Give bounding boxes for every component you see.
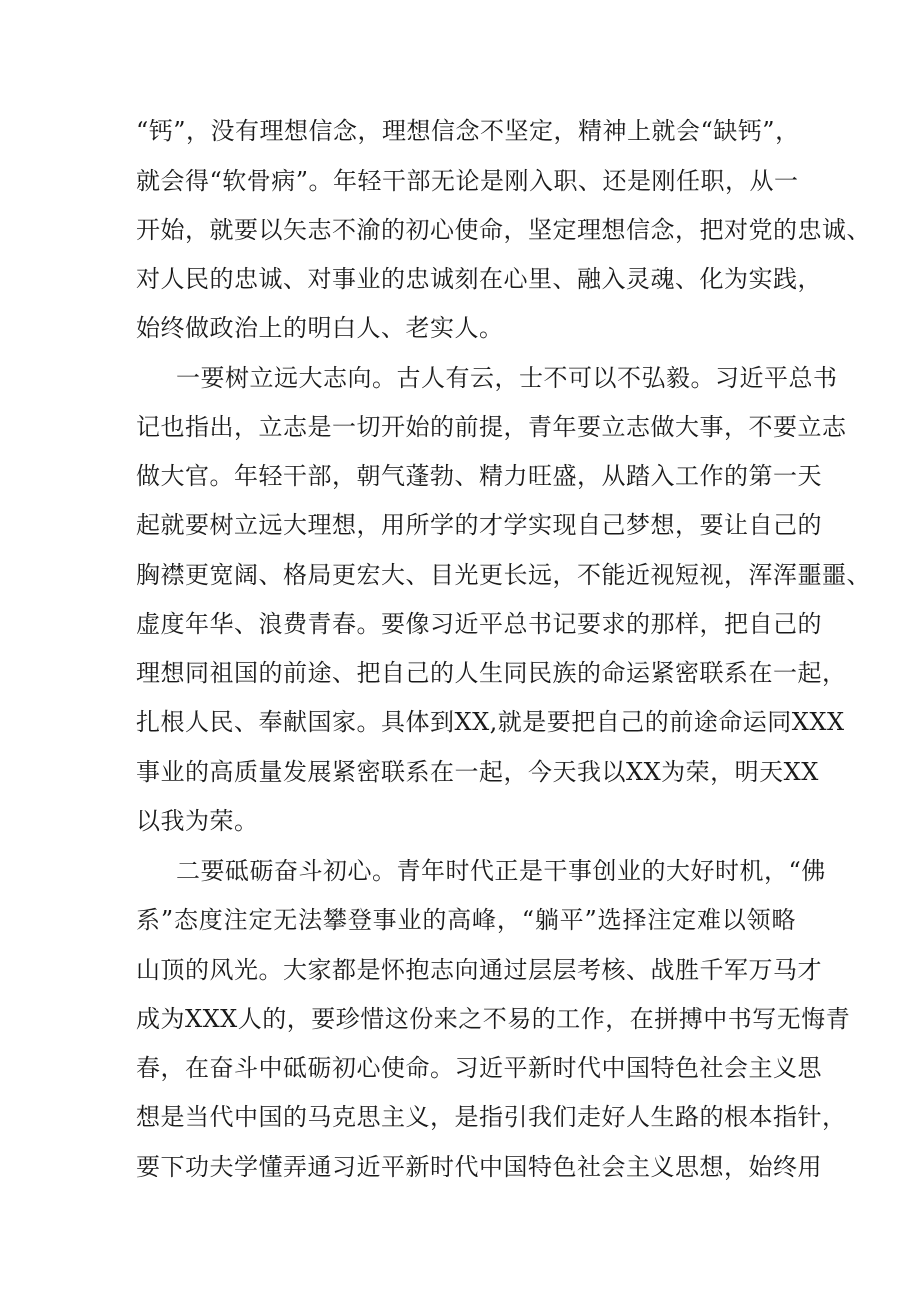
paragraph-2-line-9: 事业的高质量发展紧密联系在一起，今天我以XX为荣，明天XX — [136, 758, 819, 786]
paragraph-1-line-2: 就会得“软骨病”。年轻干部无论是刚入职、还是刚任职，从一 — [136, 167, 799, 195]
paragraph-1-line-3: 开始，就要以矢志不渝的初心使命，坚定理想信念，把对党的忠诚、 — [136, 216, 871, 244]
paragraph-1-line-4: 对人民的忠诚、对事业的忠诚刻在心里、融入灵魂、化为实践， — [136, 265, 822, 293]
paragraph-2-line-8: 扎根人民、奉献国家。具体到XX,就是要把自己的前途命运同XXX — [136, 708, 845, 736]
paragraph-2-line-6: 虚度年华、浪费青春。要像习近平总书记要求的那样，把自己的 — [136, 610, 822, 638]
paragraph-3-line-2: 系”态度注定无法攀登事业的高峰，“躺平”选择注定难以领略 — [136, 906, 796, 934]
paragraph-2-line-10: 以我为荣。 — [136, 807, 259, 835]
paragraph-1-line-1: “钙”，没有理想信念，理想信念不坚定，精神上就会“缺钙”， — [136, 117, 800, 145]
paragraph-3-line-7: 要下功夫学懂弄通习近平新时代中国特色社会主义思想，始终用 — [136, 1153, 822, 1181]
paragraph-3-line-5: 春，在奋斗中砥砺初心使命。习近平新时代中国特色社会主义思 — [136, 1054, 822, 1082]
paragraph-2-line-4: 起就要树立远大理想，用所学的才学实现自己梦想，要让自己的 — [136, 511, 822, 539]
paragraph-2-line-7: 理想同祖国的前途、把自己的人生同民族的命运紧密联系在一起， — [136, 659, 847, 687]
paragraph-3-line-6: 想是当代中国的马克思主义，是指引我们走好人生路的根本指针， — [136, 1103, 847, 1131]
paragraph-3-line-4: 成为XXX人的，要珍惜这份来之不易的工作，在拼搏中书写无悔青 — [136, 1005, 851, 1033]
paragraph-2-line-3: 做大官。年轻干部，朝气蓬勃、精力旺盛，从踏入工作的第一天 — [136, 462, 822, 490]
paragraph-3-line-3: 山顶的风光。大家都是怀抱志向通过层层考核、战胜千军万马才 — [136, 956, 822, 984]
paragraph-2-line-5: 胸襟更宽阔、格局更宏大、目光更长远，不能近视短视，浑浑噩噩、 — [136, 561, 871, 589]
paragraph-2-line-2: 记也指出，立志是一切开始的前提，青年要立志做大事，不要立志 — [136, 413, 847, 441]
paragraph-2-line-1: 一要树立远大志向。古人有云，士不可以不弘毅。习近平总书 — [176, 364, 838, 392]
paragraph-3-line-1: 二要砥砺奋斗初心。青年时代正是干事创业的大好时机，“佛 — [176, 857, 826, 885]
paragraph-1-line-5: 始终做政治上的明白人、老实人。 — [136, 314, 504, 342]
